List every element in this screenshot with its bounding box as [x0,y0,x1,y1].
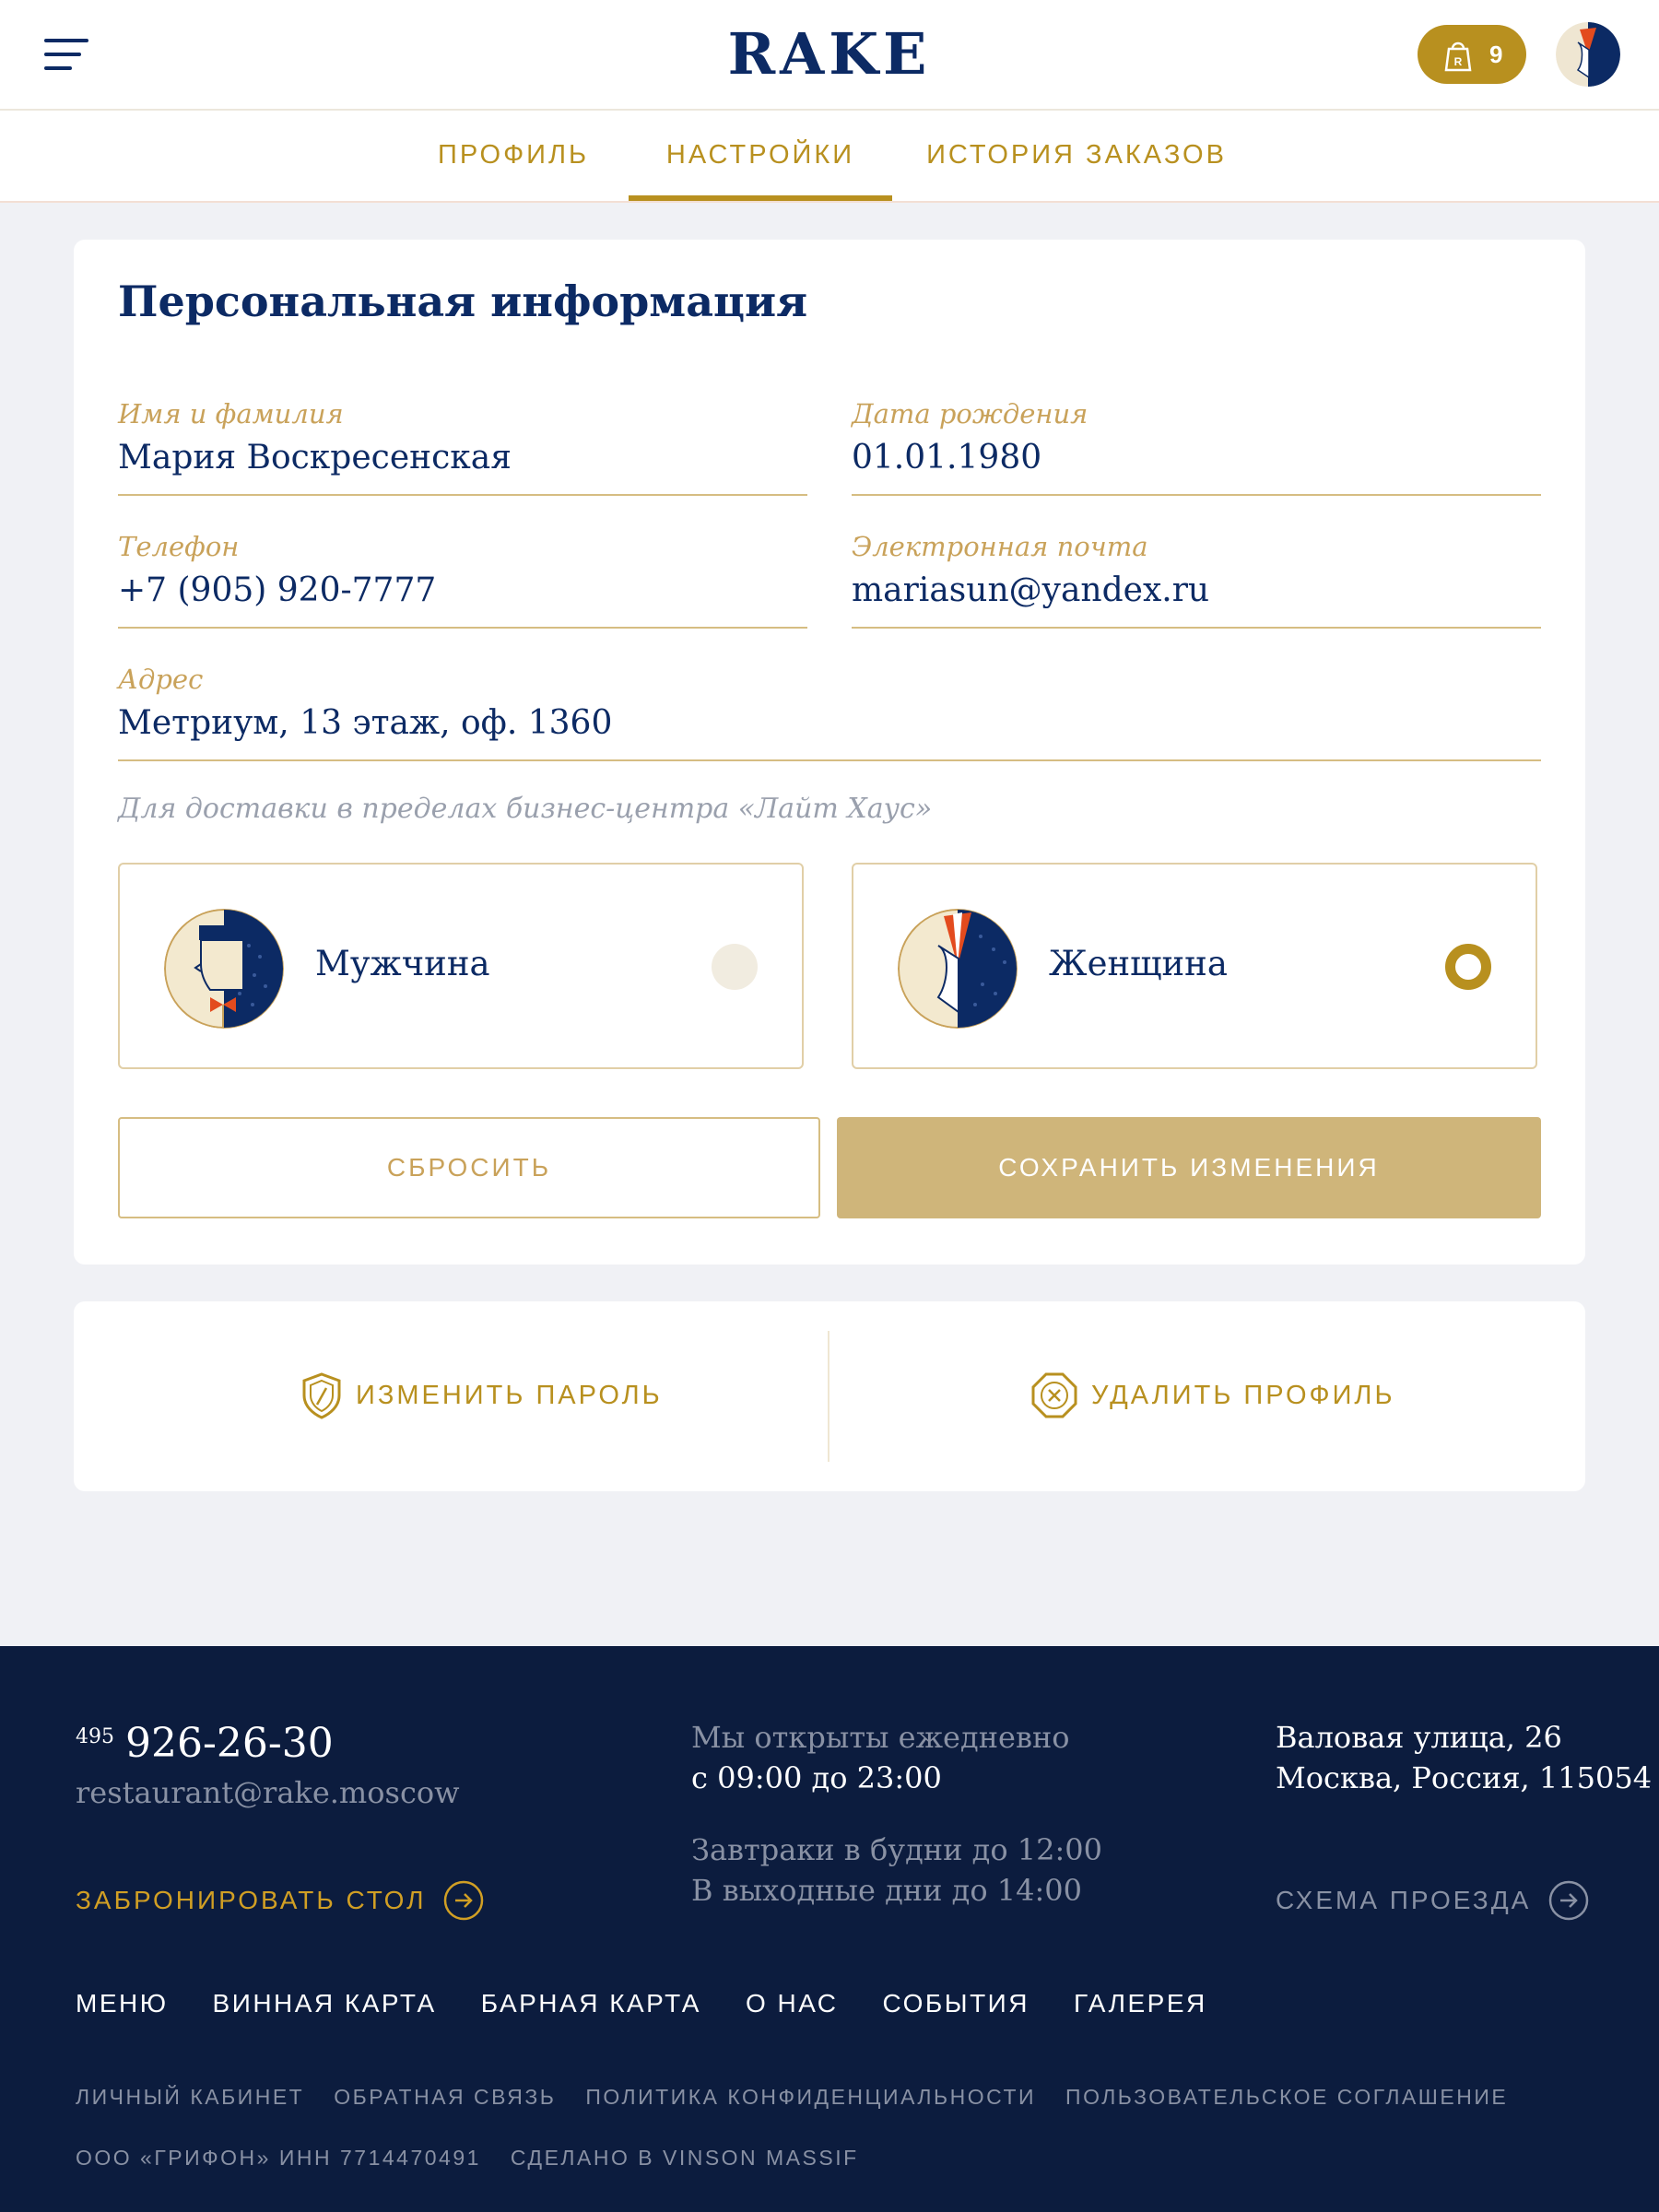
account-actions-card [74,1301,1585,1491]
female-radio[interactable] [1445,944,1491,990]
footer-link-terms[interactable]: ПОЛЬЗОВАТЕЛЬСКОЕ СОГЛАШЕНИЕ [1065,2085,1509,2109]
footer-nav [76,1989,1207,2018]
route-map-label: СХЕМА ПРОЕЗДА [1276,1886,1532,1914]
made-by[interactable]: СДЕЛАНО В VINSON MASSIF [510,2146,859,2170]
tab-profile[interactable]: ПРОФИЛЬ [437,140,590,170]
phone-label: Телефон [118,531,240,562]
breakfast-weekends: В выходные дни до 14:00 [691,1873,1082,1908]
address-field[interactable] [118,664,1541,761]
footer-links [76,2085,1508,2110]
footer-nav-gallery[interactable]: ГАЛЕРЕЯ [1074,1989,1207,2018]
arrow-right-circle-icon [1547,1879,1590,1922]
birthdate-field[interactable] [852,398,1541,496]
delete-profile-label: УДАЛИТЬ ПРОФИЛЬ [1091,1380,1395,1410]
name-label: Имя и фамилия [118,398,344,429]
phone-value[interactable]: +7 (905) 920-7777 [118,571,437,609]
address-label: Адрес [118,664,204,695]
reset-button[interactable]: СБРОСИТЬ [118,1117,820,1218]
address-hint: Для доставки в пределах бизнес-центра «Лайт Хаус» [118,793,933,825]
name-value[interactable]: Мария Воскресенская [118,439,512,477]
name-field[interactable] [118,398,807,496]
delete-profile-button[interactable] [1030,1368,1394,1423]
footer-nav-menu[interactable]: МЕНЮ [76,1989,169,2018]
email-value[interactable]: mariasun@yandex.ru [852,571,1210,609]
footer-link-feedback[interactable]: ОБРАТНАЯ СВЯЗЬ [334,2085,557,2109]
arrow-right-circle-icon [442,1879,485,1922]
footer-email[interactable]: restaurant@rake.moscow [76,1775,460,1810]
footer-link-account[interactable]: ЛИЧНЫЙ КАБИНЕТ [76,2085,305,2109]
book-table-link[interactable] [76,1877,485,1924]
breakfast-weekdays: Завтраки в будни до 12:00 [691,1832,1102,1867]
logo[interactable]: RAKE [727,20,932,88]
change-password-button[interactable] [300,1368,663,1423]
opening-hours: с 09:00 до 23:00 [691,1760,942,1795]
bag-icon [1440,38,1477,73]
actions-divider [828,1331,830,1462]
address-line-2: Москва, Россия, 115054 [1276,1760,1653,1795]
gender-option-female[interactable] [852,863,1537,1069]
male-radio[interactable] [712,944,758,990]
card-title: Персональная информация [118,276,808,326]
tab-order-history[interactable]: ИСТОРИЯ ЗАКАЗОВ [926,140,1227,170]
female-label: Женщина [1049,944,1228,983]
footer-nav-bar-menu[interactable]: БАРНАЯ КАРТА [480,1989,701,2018]
change-password-label: ИЗМЕНИТЬ ПАРОЛЬ [356,1380,663,1410]
open-daily: Мы открыты ежедневно [691,1720,1070,1755]
gender-option-male[interactable] [118,863,804,1069]
save-button[interactable]: СОХРАНИТЬ ИЗМЕНЕНИЯ [837,1117,1541,1218]
footer-nav-about[interactable]: О НАС [745,1989,839,2018]
cart-count: 9 [1489,41,1503,68]
footer-phone[interactable]: 926-26-30 [125,1720,334,1767]
footer-legal [76,2146,859,2171]
tab-bar [0,111,1659,203]
male-avatar [164,909,284,1029]
footer-link-privacy[interactable]: ПОЛИТИКА КОНФИДЕНЦИАЛЬНОСТИ [585,2085,1037,2109]
female-avatar [898,909,1018,1029]
book-table-label: ЗАБРОНИРОВАТЬ СТОЛ [76,1886,427,1914]
header [0,0,1659,111]
footer [0,1646,1659,2212]
address-line-1: Валовая улица, 26 [1276,1720,1562,1755]
address-value[interactable]: Метриум, 13 этаж, оф. 1360 [118,704,613,742]
company-info: ООО «ГРИФОН» ИНН 7714470491 [76,2146,481,2170]
svg-text:R: R [1453,55,1463,68]
birthdate-label: Дата рождения [852,398,1088,429]
email-label: Электронная почта [852,531,1148,562]
footer-nav-events[interactable]: СОБЫТИЯ [882,1989,1030,2018]
close-octagon-icon [1030,1371,1078,1419]
avatar[interactable] [1556,22,1620,87]
cart-button[interactable] [1418,25,1526,84]
phone-field[interactable] [118,531,807,629]
personal-info-card [74,240,1585,1265]
email-field[interactable] [852,531,1541,629]
tab-settings[interactable]: НАСТРОЙКИ [629,140,892,201]
shield-icon [300,1371,343,1419]
male-label: Мужчина [315,944,490,983]
birthdate-value[interactable]: 01.01.1980 [852,439,1042,477]
phone-code: 495 [76,1725,114,1748]
footer-nav-wine-list[interactable]: ВИННАЯ КАРТА [212,1989,437,2018]
route-map-link[interactable] [1276,1877,1590,1924]
